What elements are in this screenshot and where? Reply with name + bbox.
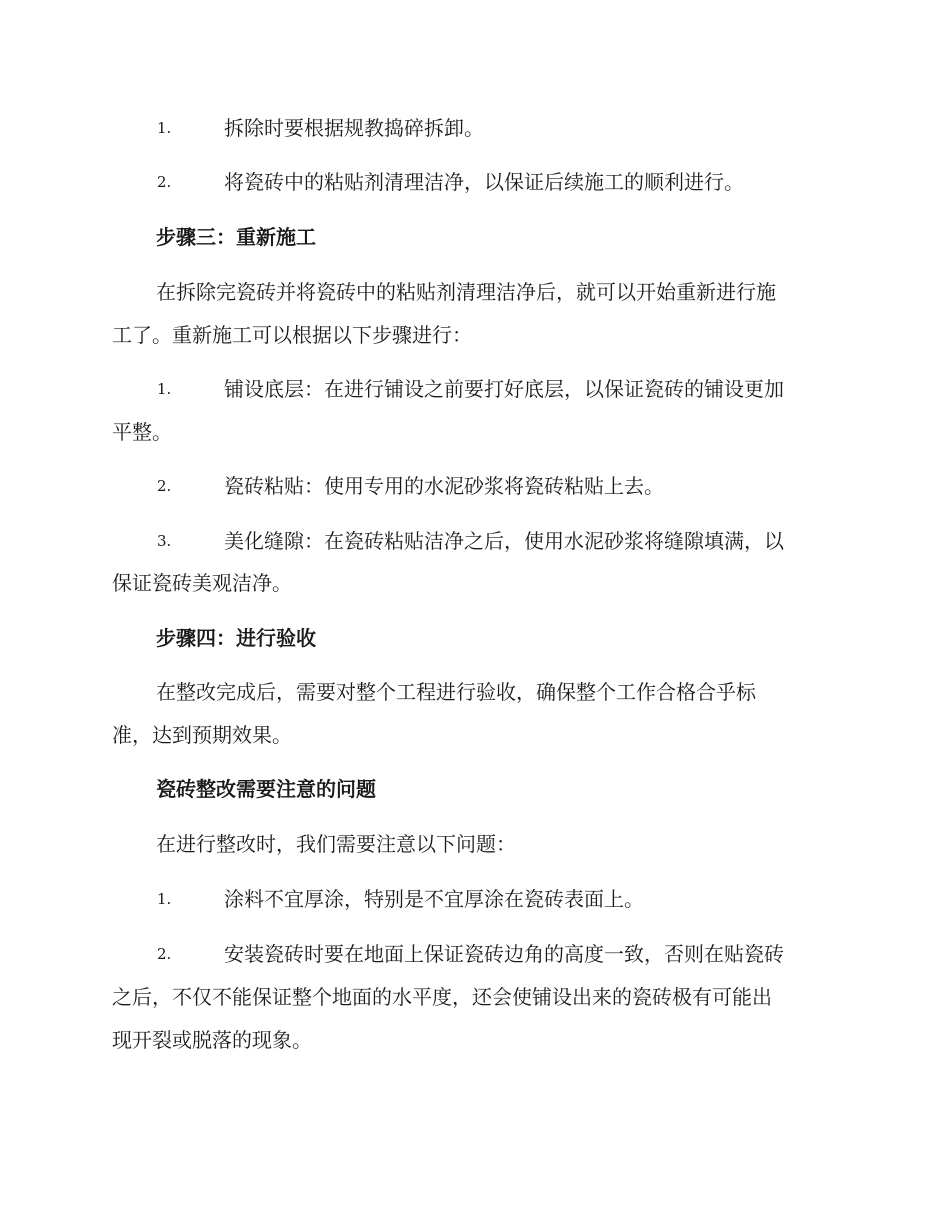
section-heading: 瓷砖整改需要注意的问题	[156, 777, 376, 801]
list-item-continuation: 保证瓷砖美观洁净。	[112, 571, 292, 595]
list-number: 3.	[157, 532, 172, 550]
list-number: 1.	[157, 890, 172, 908]
list-item-text: 将瓷砖中的粘贴剂清理洁净，以保证后续施工的顺利进行。	[224, 170, 744, 194]
list-item-text: 拆除时要根据规教捣碎拆卸。	[224, 116, 484, 140]
list-item-text: 瓷砖粘贴：使用专用的水泥砂浆将瓷砖粘贴上去。	[224, 474, 664, 498]
list-item-continuation: 现开裂或脱落的现象。	[112, 1028, 312, 1052]
section-heading: 步骤四：进行验收	[156, 626, 316, 650]
list-number: 2.	[157, 945, 172, 963]
list-number: 1.	[157, 119, 172, 137]
list-item-text: 铺设底层：在进行铺设之前要打好底层，以保证瓷砖的铺设更加	[224, 377, 784, 401]
list-item-text: 涂料不宜厚涂，特别是不宜厚涂在瓷砖表面上。	[224, 887, 644, 911]
paragraph-line: 准，达到预期效果。	[112, 723, 292, 747]
paragraph-line: 工了。重新施工可以根据以下步骤进行：	[112, 323, 472, 347]
list-item-continuation: 平整。	[112, 420, 172, 444]
list-number: 2.	[157, 173, 172, 191]
paragraph-line: 在整改完成后，需要对整个工程进行验收，确保整个工作合格合乎标	[156, 680, 756, 704]
list-number: 1.	[157, 380, 172, 398]
list-item-continuation: 之后，不仅不能保证整个地面的水平度，还会使铺设出来的瓷砖极有可能出	[112, 985, 772, 1009]
list-number: 2.	[157, 477, 172, 495]
section-heading: 步骤三：重新施工	[156, 225, 316, 249]
paragraph-line: 在进行整改时，我们需要注意以下问题：	[156, 832, 516, 856]
paragraph-line: 在拆除完瓷砖并将瓷砖中的粘贴剂清理洁净后，就可以开始重新进行施	[156, 280, 776, 304]
list-item-text: 美化缝隙：在瓷砖粘贴洁净之后，使用水泥砂浆将缝隙填满，以	[224, 529, 784, 553]
list-item-text: 安装瓷砖时要在地面上保证瓷砖边角的高度一致，否则在贴瓷砖	[224, 942, 784, 966]
